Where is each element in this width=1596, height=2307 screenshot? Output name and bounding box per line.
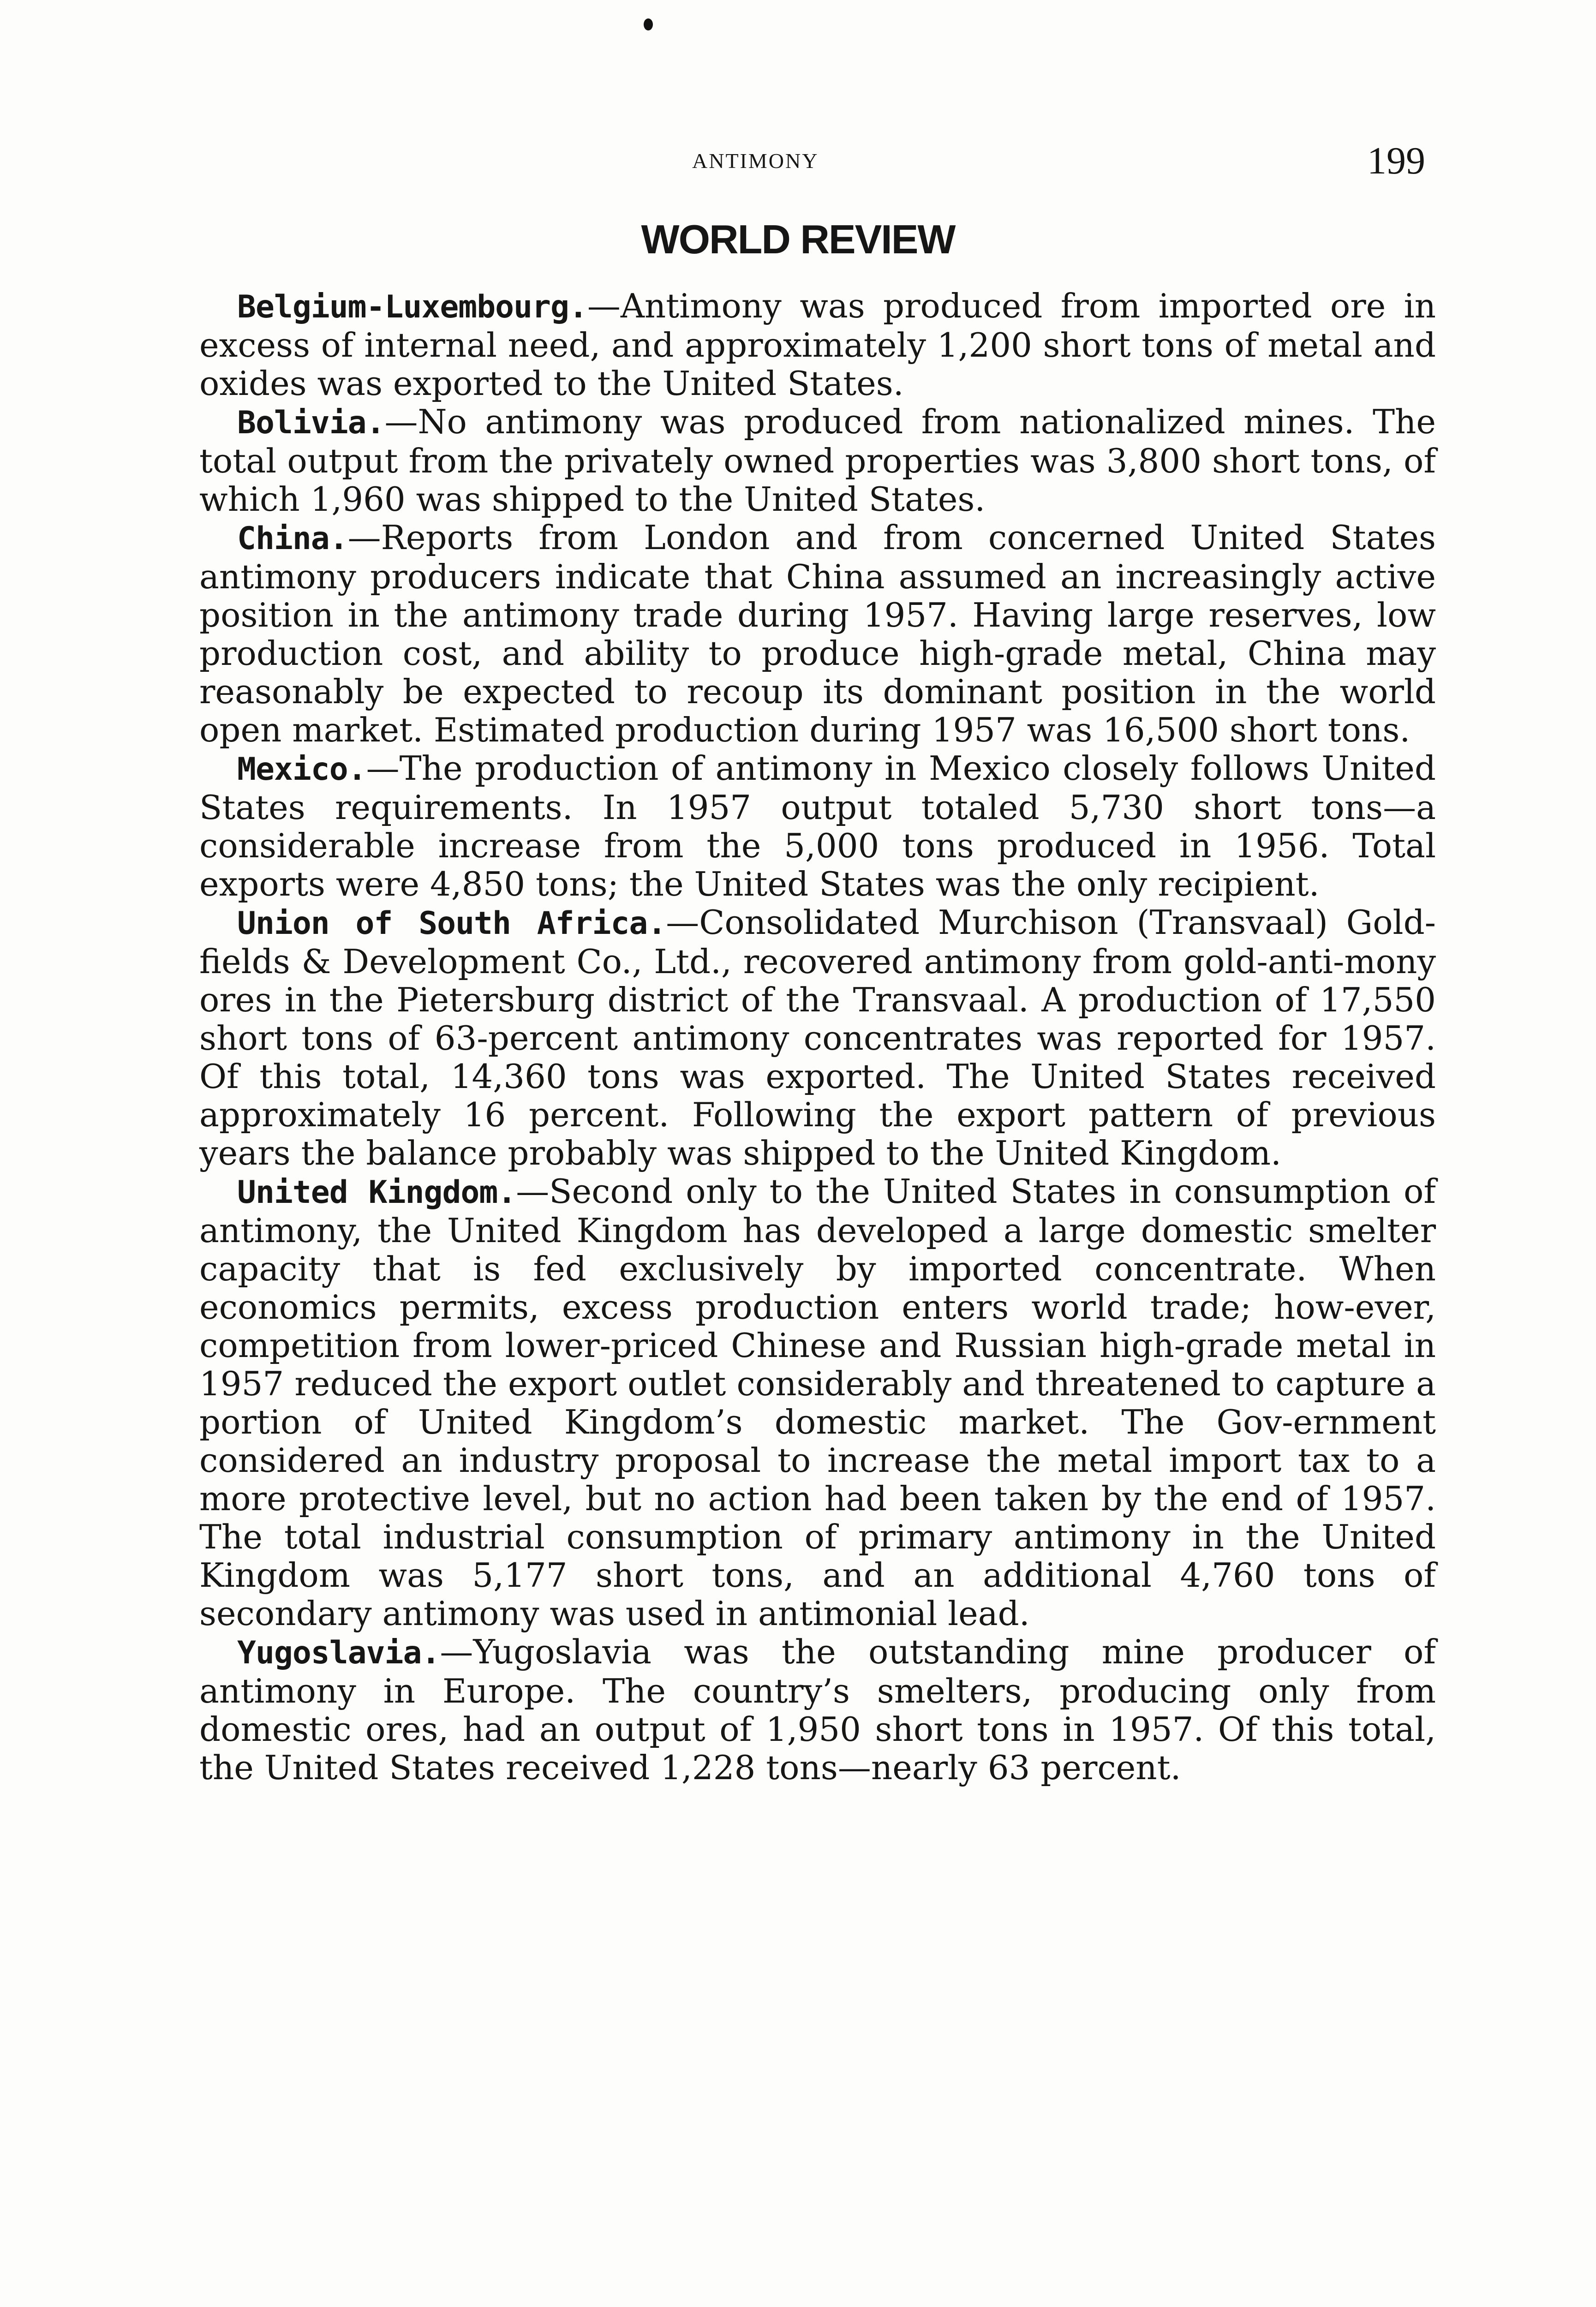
paragraph-text: —Consolidated Murchison (Transvaal) Gold-fields & Development Co., Ltd., recovered antimony from gold-anti-mony ores in the Pietersburg district of the Transvaal. A production of 17,550 short tons of 63-percent antimony concentrates was reported for 1957. Of this total, 14,360 tons was exported. The United States received approximately 16 percent. Following the export pattern of previous years the balance probably was shipped to the United Kingdom.: [199, 903, 1436, 1172]
article-body: [199, 287, 1436, 1787]
country-paragraph: [199, 1633, 1436, 1787]
country-heading: Union of South Africa.: [237, 905, 666, 942]
paragraph-text: —No antimony was produced from nationalized mines. The total output from the privately owned properties was 3,800 short tons, of which 1,960 was shipped to the United States.: [199, 402, 1436, 519]
country-paragraph: [199, 519, 1436, 749]
paragraph-text: —Reports from London and from concerned United States antimony producers indicate that China assumed an increasingly active position in the antimony trade during 1957. Having large reserves, low production cost, and ability to produce high-grade metal, China may reasonably be expected to recoup its dominant position in the world open market. Estimated production during 1957 was 16,500 short tons.: [199, 518, 1436, 749]
paragraph-text: —Antimony was produced from imported ore in excess of internal need, and approximately 1,200 short tons of metal and oxides was exported to the United States.: [199, 287, 1436, 403]
page-number: 199: [1367, 139, 1425, 182]
country-paragraph: [199, 1172, 1436, 1633]
country-paragraph: [199, 749, 1436, 903]
section-title: WORLD REVIEW: [641, 216, 955, 262]
country-heading: Yugoslavia.: [237, 1635, 440, 1671]
paragraph-text: —The production of antimony in Mexico closely follows United States requirements. In 1957 output totaled 5,730 short tons—a considerable increase from the 5,000 tons produced in 1956. Total exports were 4,850 tons; the United States was the only recipient.: [199, 749, 1436, 903]
scan-speck: [644, 18, 653, 30]
running-head: ANTIMONY: [692, 149, 819, 173]
country-paragraph: [199, 403, 1436, 519]
country-heading: Mexico.: [237, 751, 366, 788]
country-heading: China.: [237, 520, 348, 557]
country-paragraph: [199, 287, 1436, 403]
country-heading: Bolivia.: [237, 405, 385, 441]
paragraph-text: —Yugoslavia was the outstanding mine producer of antimony in Europe. The country’s smelters, producing only from domestic ores, had an output of 1,950 short tons in 1957. Of this total, the United States received 1,228 tons—nearly 63 percent.: [199, 1632, 1436, 1787]
country-paragraph: [199, 903, 1436, 1172]
country-heading: United Kingdom.: [237, 1174, 516, 1211]
country-heading: Belgium-Luxembourg.: [237, 289, 587, 325]
paragraph-text: —Second only to the United States in consumption of antimony, the United Kingdom has developed a large domestic smelter capacity that is fed exclusively by imported concentrate. When economics permits, excess production enters world trade; how-ever, competition from lower-priced Chinese and Russian high-grade metal in 1957 reduced the export outlet considerably and threatened to capture a portion of United Kingdom’s domestic market. The Gov-ernment considered an industry proposal to increase the metal import tax to a more protective level, but no action had been taken by the end of 1957. The total industrial consumption of primary antimony in the United Kingdom was 5,177 short tons, and an additional 4,760 tons of secondary antimony was used in antimonial lead.: [199, 1172, 1436, 1633]
